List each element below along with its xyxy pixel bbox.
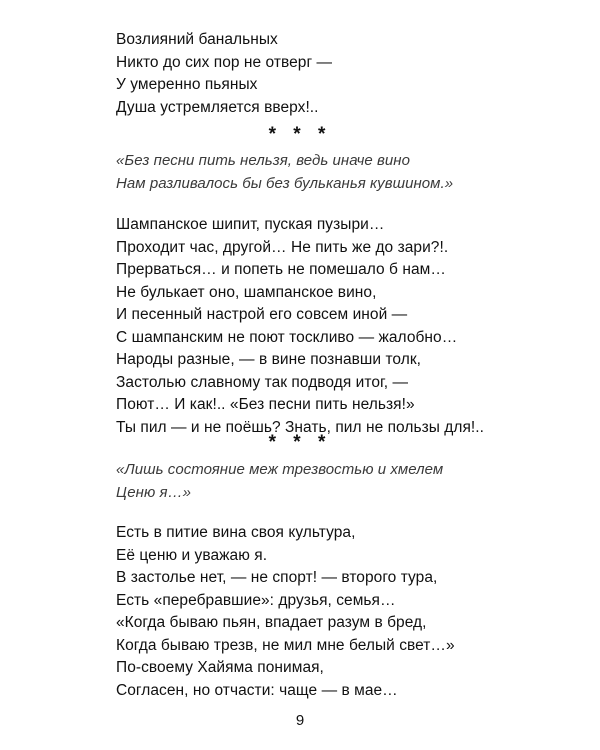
epigraph [116,459,556,504]
poem-line: Проходит час, другой… Не пить же до зари?!. [116,238,449,256]
poem-line: Есть в питие вина своя культура, [116,524,356,541]
poem-line: Душа устремляется вверх!.. [116,98,319,116]
epigraph-line: «Лишь состояние меж трезвостью и хмелем [116,461,444,478]
epigraph-line: «Без песни пить нельзя, ведь иначе вино [116,152,410,169]
poem-line: Застолью славному так подводя итог, — [116,373,409,391]
poem-line: У умеренно пьяных [116,76,258,93]
poem-stanza [116,522,556,702]
stanza-top [116,29,556,119]
poem-line: В застолье нет, — не спорт! — второго тура, [116,569,438,586]
section-separator: * * * [268,124,332,145]
poem-line: Шампанское шипит, пуская пузыри… [116,216,385,233]
poem-line: «Когда бываю пьян, впадает разум в бред, [116,614,427,631]
epigraph-line: Нам разливалось бы без бульканья кувшином.» [116,174,454,192]
poem-line: И песенный настрой его совсем иной — [116,306,408,323]
poem-line: Ты пил — и не поёшь? Знать, пил не пользы для!.. [116,418,484,436]
epigraph [116,150,556,195]
poem-line: Никто до сих пор не отверг — [116,53,333,71]
poem-line: С шампанским не поют тоскливо — жалобно… [116,328,458,346]
section-separator: * * * [268,432,332,453]
poem-line: Есть «перебравшие»: друзья, семья… [116,591,396,609]
poem-line: Народы разные, — в вине познавши толк, [116,351,422,368]
poem-line: По-своему Хайяма понимая, [116,659,324,676]
poem-line: Её ценю и уважаю я. [116,546,268,564]
poem-line: Не булькает оно, шампанское вино, [116,283,377,301]
poem-stanza [116,214,556,439]
poem-line: Поют… И как!.. «Без песни пить нельзя!» [116,396,415,413]
poem-line: Возлияний банальных [116,31,278,48]
epigraph-line: Ценю я…» [116,483,192,501]
poem-line: Когда бываю трезв, не мил мне белый свет…» [116,636,455,654]
page-number: 9 [295,712,305,729]
poem-line: Прерваться… и попеть не помешало б нам… [116,261,446,278]
poem-line: Согласен, но отчасти: чаще — в мае… [116,681,398,699]
